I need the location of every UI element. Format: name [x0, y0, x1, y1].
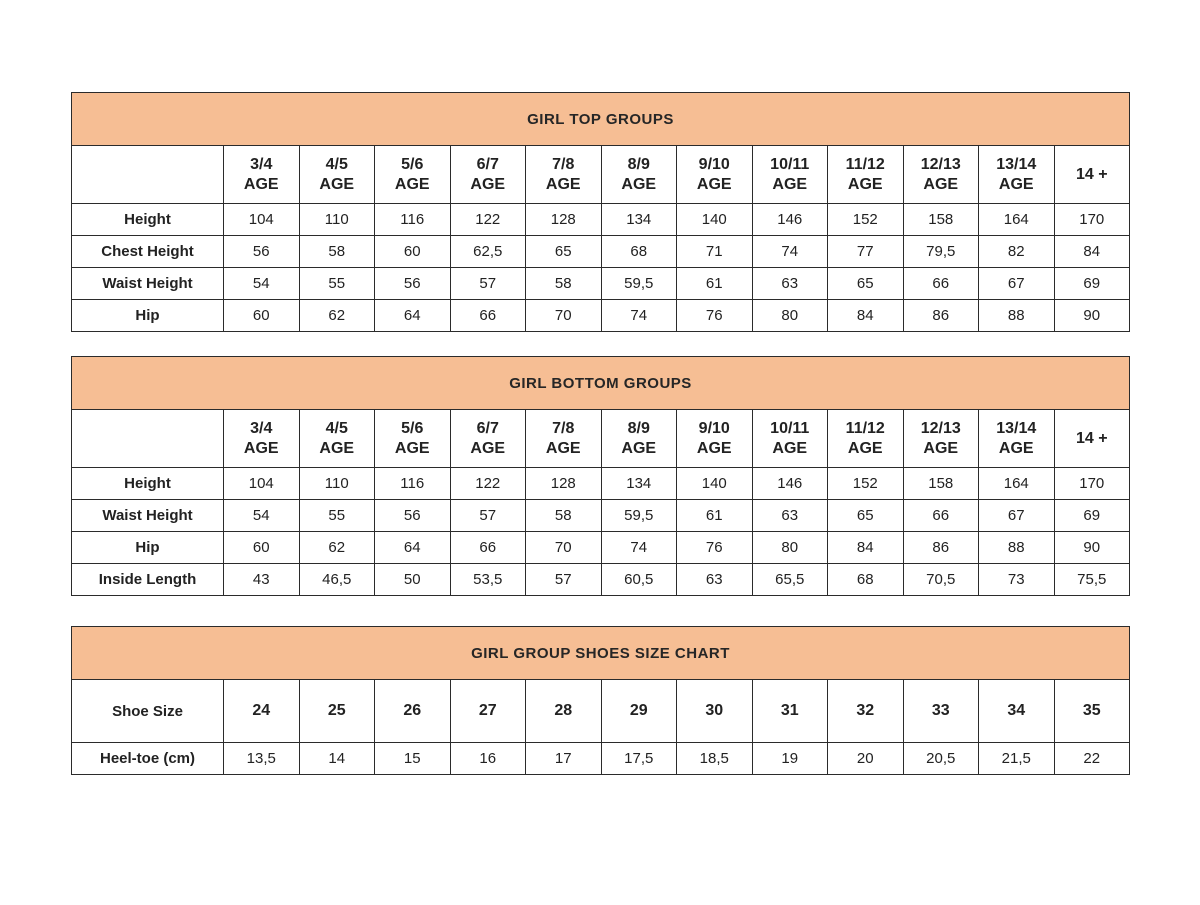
value-cell: 134 [601, 468, 677, 500]
table-row [72, 204, 1130, 236]
table-row [72, 236, 1130, 268]
column-header-line1: 14 + [1075, 429, 1108, 447]
value-cell: 58 [526, 500, 602, 532]
column-header-line2: AGE [470, 175, 506, 193]
value-cell: 58 [299, 236, 375, 268]
value-cell: 62,5 [450, 236, 526, 268]
value-cell: 63 [677, 564, 753, 596]
value-cell: 110 [299, 204, 375, 236]
value-cell: 74 [601, 532, 677, 564]
value-cell: 28 [526, 680, 602, 743]
column-header-line1: 4/5 [325, 155, 348, 173]
row-label: Waist Height [72, 500, 224, 532]
value-cell: 65 [526, 236, 602, 268]
value-cell: 14 [299, 743, 375, 775]
value-cell: 31 [752, 680, 828, 743]
column-header-line1: 8/9 [627, 155, 650, 173]
value-cell: 70 [526, 532, 602, 564]
column-header-line2: AGE [319, 175, 355, 193]
column-header [1054, 410, 1130, 468]
value-cell: 140 [677, 204, 753, 236]
row-label: Heel-toe (cm) [72, 743, 224, 775]
column-header [375, 146, 451, 204]
column-header-line1: 9/10 [698, 419, 730, 437]
table-row [72, 532, 1130, 564]
row-label: Hip [72, 532, 224, 564]
row-label: Shoe Size [72, 680, 224, 743]
value-cell: 60 [224, 300, 300, 332]
column-header-line2: AGE [243, 175, 279, 193]
value-cell: 33 [903, 680, 979, 743]
column-header-line1: 12/13 [920, 419, 961, 437]
column-header-line2: AGE [847, 175, 883, 193]
column-header-line2: AGE [847, 439, 883, 457]
column-header-line1: 5/6 [401, 419, 424, 437]
value-cell: 84 [828, 300, 904, 332]
column-header-line2: AGE [621, 175, 657, 193]
value-cell: 88 [979, 300, 1055, 332]
value-cell: 152 [828, 468, 904, 500]
value-cell: 18,5 [677, 743, 753, 775]
value-cell: 57 [526, 564, 602, 596]
value-cell: 122 [450, 468, 526, 500]
value-cell: 63 [752, 500, 828, 532]
value-cell: 86 [903, 300, 979, 332]
value-cell: 46,5 [299, 564, 375, 596]
table-title: GIRL TOP GROUPS [72, 93, 1130, 146]
column-header [224, 146, 300, 204]
table-title: GIRL GROUP SHOES SIZE CHART [72, 627, 1130, 680]
column-header-line2: AGE [545, 175, 581, 193]
column-header-line2: AGE [621, 439, 657, 457]
row-label: Height [72, 204, 224, 236]
value-cell: 90 [1054, 300, 1130, 332]
column-header [601, 410, 677, 468]
column-header [299, 410, 375, 468]
column-header-line2: AGE [696, 175, 732, 193]
value-cell: 104 [224, 468, 300, 500]
column-header-row [72, 146, 1130, 204]
column-header-line1: 9/10 [698, 155, 730, 173]
value-cell: 116 [375, 204, 451, 236]
value-cell: 13,5 [224, 743, 300, 775]
value-cell: 62 [299, 300, 375, 332]
value-cell: 64 [375, 532, 451, 564]
value-cell: 70,5 [903, 564, 979, 596]
table-row [72, 500, 1130, 532]
table-row [72, 300, 1130, 332]
value-cell: 20 [828, 743, 904, 775]
table-row [72, 743, 1130, 775]
value-cell: 56 [375, 500, 451, 532]
value-cell: 34 [979, 680, 1055, 743]
column-header-line2: AGE [545, 439, 581, 457]
value-cell: 88 [979, 532, 1055, 564]
corner-cell [72, 146, 224, 204]
column-header [903, 410, 979, 468]
row-label: Height [72, 468, 224, 500]
column-header-line2: AGE [243, 439, 279, 457]
value-cell: 140 [677, 468, 753, 500]
column-header-line2: AGE [394, 439, 430, 457]
column-header-line2: AGE [998, 175, 1034, 193]
girl-top-groups-table [71, 92, 1130, 332]
table-row [72, 468, 1130, 500]
value-cell: 60 [224, 532, 300, 564]
row-label: Chest Height [72, 236, 224, 268]
value-cell: 62 [299, 532, 375, 564]
value-cell: 84 [828, 532, 904, 564]
value-cell: 74 [601, 300, 677, 332]
value-cell: 57 [450, 500, 526, 532]
value-cell: 59,5 [601, 500, 677, 532]
value-cell: 69 [1054, 500, 1130, 532]
column-header [526, 410, 602, 468]
value-cell: 58 [526, 268, 602, 300]
value-cell: 27 [450, 680, 526, 743]
value-cell: 170 [1054, 204, 1130, 236]
value-cell: 84 [1054, 236, 1130, 268]
value-cell: 104 [224, 204, 300, 236]
value-cell: 65,5 [752, 564, 828, 596]
column-header [526, 146, 602, 204]
value-cell: 86 [903, 532, 979, 564]
value-cell: 65 [828, 268, 904, 300]
column-header-line2: AGE [772, 175, 808, 193]
value-cell: 158 [903, 468, 979, 500]
column-header-row [72, 410, 1130, 468]
value-cell: 77 [828, 236, 904, 268]
row-label: Waist Height [72, 268, 224, 300]
value-cell: 21,5 [979, 743, 1055, 775]
value-cell: 60,5 [601, 564, 677, 596]
value-cell: 30 [677, 680, 753, 743]
value-cell: 82 [979, 236, 1055, 268]
value-cell: 24 [224, 680, 300, 743]
value-cell: 66 [450, 300, 526, 332]
value-cell: 54 [224, 500, 300, 532]
value-cell: 128 [526, 204, 602, 236]
value-cell: 43 [224, 564, 300, 596]
value-cell: 65 [828, 500, 904, 532]
column-header [828, 410, 904, 468]
girl-shoes-size-table [71, 626, 1130, 775]
table-title-row [72, 357, 1130, 410]
value-cell: 57 [450, 268, 526, 300]
value-cell: 25 [299, 680, 375, 743]
column-header-line1: 5/6 [401, 155, 424, 173]
column-header [450, 410, 526, 468]
value-cell: 56 [224, 236, 300, 268]
value-cell: 63 [752, 268, 828, 300]
table-title-row [72, 627, 1130, 680]
column-header [979, 410, 1055, 468]
value-cell: 68 [828, 564, 904, 596]
value-cell: 76 [677, 532, 753, 564]
column-header [677, 410, 753, 468]
column-header [224, 410, 300, 468]
table-row [72, 268, 1130, 300]
table-row [72, 564, 1130, 596]
value-cell: 73 [979, 564, 1055, 596]
value-cell: 152 [828, 204, 904, 236]
column-header-line2: AGE [394, 175, 430, 193]
column-header-line2: AGE [998, 439, 1034, 457]
column-header-line1: 11/12 [845, 419, 885, 437]
value-cell: 32 [828, 680, 904, 743]
value-cell: 66 [903, 268, 979, 300]
value-cell: 170 [1054, 468, 1130, 500]
value-cell: 60 [375, 236, 451, 268]
column-header-line1: 6/7 [476, 155, 499, 173]
value-cell: 16 [450, 743, 526, 775]
column-header-line2: AGE [319, 439, 355, 457]
tables-container [71, 92, 1130, 775]
value-cell: 122 [450, 204, 526, 236]
table-title: GIRL BOTTOM GROUPS [72, 357, 1130, 410]
value-cell: 75,5 [1054, 564, 1130, 596]
value-cell: 64 [375, 300, 451, 332]
value-cell: 26 [375, 680, 451, 743]
value-cell: 15 [375, 743, 451, 775]
column-header [752, 146, 828, 204]
value-cell: 68 [601, 236, 677, 268]
value-cell: 50 [375, 564, 451, 596]
column-header-line1: 12/13 [920, 155, 961, 173]
column-header-line1: 13/14 [996, 155, 1037, 173]
value-cell: 70 [526, 300, 602, 332]
table-title-row [72, 93, 1130, 146]
column-header [601, 146, 677, 204]
column-header-line1: 13/14 [996, 419, 1037, 437]
value-cell: 53,5 [450, 564, 526, 596]
column-header-line1: 11/12 [845, 155, 885, 173]
value-cell: 67 [979, 500, 1055, 532]
column-header-line1: 7/8 [552, 155, 575, 173]
value-cell: 164 [979, 204, 1055, 236]
value-cell: 17,5 [601, 743, 677, 775]
girl-bottom-groups-table [71, 356, 1130, 596]
value-cell: 55 [299, 500, 375, 532]
value-cell: 146 [752, 204, 828, 236]
column-header-line2: AGE [470, 439, 506, 457]
value-cell: 79,5 [903, 236, 979, 268]
value-cell: 146 [752, 468, 828, 500]
value-cell: 59,5 [601, 268, 677, 300]
value-cell: 74 [752, 236, 828, 268]
value-cell: 116 [375, 468, 451, 500]
value-cell: 76 [677, 300, 753, 332]
column-header [752, 410, 828, 468]
row-label: Inside Length [72, 564, 224, 596]
value-cell: 80 [752, 300, 828, 332]
value-cell: 90 [1054, 532, 1130, 564]
column-header [299, 146, 375, 204]
corner-cell [72, 410, 224, 468]
column-header [677, 146, 753, 204]
column-header-line2: AGE [772, 439, 808, 457]
value-cell: 134 [601, 204, 677, 236]
value-cell: 54 [224, 268, 300, 300]
value-cell: 55 [299, 268, 375, 300]
value-cell: 80 [752, 532, 828, 564]
value-cell: 128 [526, 468, 602, 500]
value-cell: 20,5 [903, 743, 979, 775]
column-header [903, 146, 979, 204]
column-header [979, 146, 1055, 204]
column-header-line2: AGE [923, 439, 959, 457]
value-cell: 29 [601, 680, 677, 743]
value-cell: 22 [1054, 743, 1130, 775]
column-header [828, 146, 904, 204]
table-row [72, 680, 1130, 743]
value-cell: 61 [677, 268, 753, 300]
value-cell: 61 [677, 500, 753, 532]
column-header-line1: 6/7 [476, 419, 499, 437]
value-cell: 71 [677, 236, 753, 268]
value-cell: 19 [752, 743, 828, 775]
column-header-line2: AGE [696, 439, 732, 457]
value-cell: 17 [526, 743, 602, 775]
column-header-line1: 10/11 [770, 155, 810, 173]
column-header [375, 410, 451, 468]
value-cell: 164 [979, 468, 1055, 500]
column-header [450, 146, 526, 204]
value-cell: 69 [1054, 268, 1130, 300]
row-label: Hip [72, 300, 224, 332]
column-header-line1: 8/9 [627, 419, 650, 437]
column-header-line1: 3/4 [250, 155, 273, 173]
column-header-line1: 7/8 [552, 419, 575, 437]
value-cell: 110 [299, 468, 375, 500]
column-header [1054, 146, 1130, 204]
value-cell: 35 [1054, 680, 1130, 743]
value-cell: 56 [375, 268, 451, 300]
value-cell: 158 [903, 204, 979, 236]
column-header-line1: 4/5 [325, 419, 348, 437]
column-header-line2: AGE [923, 175, 959, 193]
column-header-line1: 10/11 [770, 419, 810, 437]
value-cell: 67 [979, 268, 1055, 300]
column-header-line1: 14 + [1075, 165, 1108, 183]
column-header-line1: 3/4 [250, 419, 273, 437]
value-cell: 66 [450, 532, 526, 564]
value-cell: 66 [903, 500, 979, 532]
